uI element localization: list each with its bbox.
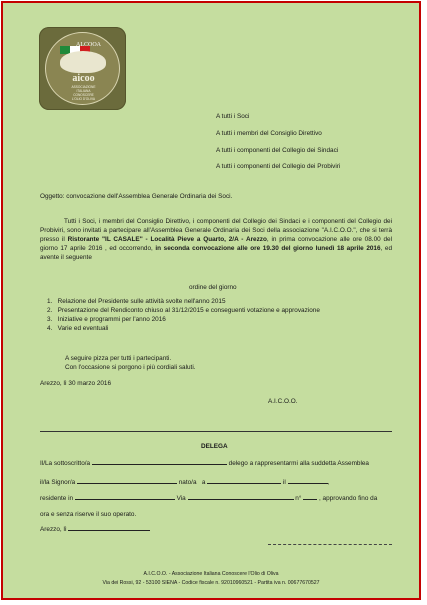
- recipient-sindaci: A tutti i componenti del Collegio dei Sindaci: [216, 147, 339, 154]
- birthdate-field[interactable]: [288, 477, 328, 484]
- olive-illustration-icon: [60, 51, 106, 73]
- agenda-item: 1. Relazione del Presidente sulle attività svolte nell'anno 2015: [47, 298, 226, 305]
- place-date: Arezzo, lì 30 marzo 2016: [40, 380, 112, 387]
- residence-street-field[interactable]: [188, 493, 294, 500]
- delega-row-4: ora e senza riserve il suo operato.: [40, 511, 137, 518]
- closing-line: Con l'occasione si porgono i più cordiali saluti.: [65, 364, 196, 371]
- agenda-item: 3. Iniziative e programmi per l'anno 2016: [47, 316, 166, 323]
- aicoo-logo: [39, 27, 126, 110]
- delega-row-5: Arezzo, lì: [40, 524, 150, 534]
- delega-row-3: residente in Via n° , approvando fino da: [40, 495, 378, 502]
- birthplace-field[interactable]: [207, 477, 281, 484]
- subject-line: Oggetto: convocazione dell'Assemblea Generale Ordinaria dei Soci.: [40, 193, 233, 200]
- signature: A.I.C.O.O.: [268, 398, 298, 405]
- recipient-consiglio: A tutti i membri del Consiglio Direttivo: [216, 130, 322, 137]
- body-paragraph: Tutti i Soci, i membri del Consiglio Direttivo, i componenti del Collegio dei Sindaci e i componenti del Collegio dei Probiviri, sono invitati a partecipare all'Assemblea Generale Ordinaria dei Soci della associazione "A.I.C.O.O.", che si terrà presso il Ristorante "IL CASALE" - Località Pieve a Quarto, 2/A - Arezzo, in prima convocazione alle ore 08.00 del giorno 17 aprile 2016 , ed occorrendo, in seconda convocazione alle ore 19.30 del giorno lunedì 18 aprile 2016, ed avente il seguente: [40, 218, 392, 261]
- logo-emblem: [45, 32, 120, 105]
- delegator-name-field[interactable]: [92, 458, 227, 465]
- document-page: [1, 1, 421, 600]
- agenda-item: 4. Varie ed eventuali: [47, 325, 109, 332]
- delega-title: DELEGA: [201, 443, 228, 450]
- delega-row-1: Il/La sottoscritto/a delego a rappresentarmi alla suddetta Assemblea: [40, 460, 369, 467]
- residence-city-field[interactable]: [75, 493, 175, 500]
- logo-brand: aicoo: [72, 73, 95, 84]
- delega-row-2: il/la Signor/a nato/a a il ,: [40, 479, 330, 486]
- footer-line-2: Via dei Rossi, 92 - 53100 SIENA - Codice fiscale n. 92010960521 - Partita iva n. 00677670527: [102, 580, 320, 586]
- agenda-item: 2. Presentazione del Rendiconto chiuso al 31/12/2015 e conseguenti votazione e approvazione: [47, 307, 320, 314]
- delega-date-field[interactable]: [68, 524, 150, 531]
- recipient-probiviri: A tutti i componenti del Collegio dei Probiviri: [216, 163, 341, 170]
- signature-field[interactable]: [268, 544, 392, 545]
- logo-brand-small: ALCOOA: [76, 42, 101, 48]
- separator-line: [40, 431, 392, 432]
- closing-line: A seguire pizza per tutti i partecipanti.: [65, 355, 172, 362]
- delegate-name-field[interactable]: [77, 477, 177, 484]
- agenda-title: ordine del giorno: [189, 284, 237, 291]
- logo-tagline: ASSOCIAZIONE ITALIANA CONOSCERE L'OLIO D'OLIVA: [71, 85, 96, 101]
- residence-number-field[interactable]: [303, 493, 317, 500]
- footer-line-1: A.I.C.O.O. - Associazione Italiana Conoscere l'Olio di Oliva: [143, 571, 279, 577]
- recipient-soci: A tutti i Soci: [216, 113, 250, 120]
